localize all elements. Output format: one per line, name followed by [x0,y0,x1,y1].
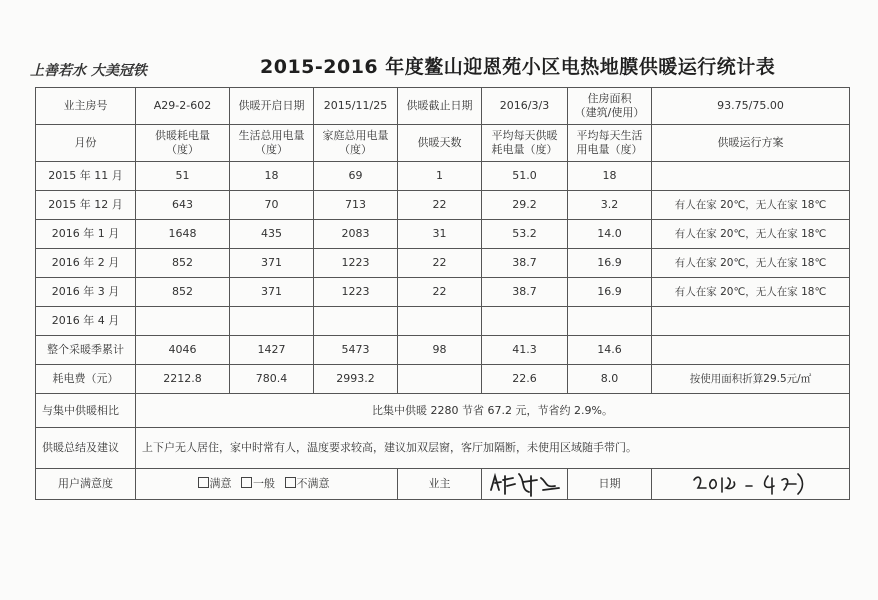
cell-heat: 51 [136,162,230,191]
cell-plan [652,336,850,365]
option-label: 不满意 [296,477,330,490]
table-row [36,162,850,191]
cell-days [398,307,482,336]
summary-text: 上下户无人居住，家中时常有人，温度要求较高，建议加双层窗，客厅加隔断，未使用区域随手带门。 [136,428,850,469]
satisfaction-row [36,469,850,500]
handwritten-date [652,469,850,500]
cell-month: 耗电费（元） [36,365,136,394]
cell-plan [652,307,850,336]
cell-month: 2016 年 3 月 [36,278,136,307]
cell-avg-life: 14.6 [568,336,652,365]
cell-days: 31 [398,220,482,249]
cell-heat: 852 [136,278,230,307]
cell-avg-life: 18 [568,162,652,191]
compare-label: 与集中供暖相比 [36,394,136,428]
cell-avg-heat [482,307,568,336]
cell-life: 70 [230,191,314,220]
end-date-label: 供暖截止日期 [398,88,482,125]
satisfaction-label: 用户满意度 [36,469,136,500]
column-header-row [36,125,850,162]
cell-avg-heat: 53.2 [482,220,568,249]
cell-heat: 2212.8 [136,365,230,394]
table-row [36,191,850,220]
cell-avg-life: 8.0 [568,365,652,394]
option-label: 满意 [209,477,232,490]
owner-value: A29-2-602 [136,88,230,125]
cell-avg-life: 16.9 [568,278,652,307]
column-header: 月份 [36,125,136,162]
owner-label: 业主房号 [36,88,136,125]
cell-days: 98 [398,336,482,365]
column-header: 家庭总用电量 （度） [314,125,398,162]
compare-row [36,394,850,428]
date-label: 日期 [568,469,652,500]
cell-month: 2015 年 11 月 [36,162,136,191]
checkbox-icon[interactable] [285,477,296,488]
motto: 上善若水 大美冠铁 [30,63,147,79]
column-header: 生活总用电量 （度） [230,125,314,162]
cell-plan [652,162,850,191]
cell-avg-life [568,307,652,336]
cell-days: 22 [398,278,482,307]
cell-total: 69 [314,162,398,191]
cell-life [230,307,314,336]
column-header: 平均每天生活 用电量（度） [568,125,652,162]
cell-heat: 852 [136,249,230,278]
column-header: 供暖天数 [398,125,482,162]
checkbox-icon[interactable] [198,477,209,488]
owner-signature-label: 业主 [398,469,482,500]
table-row [36,278,850,307]
handwritten-date-icon [686,470,816,498]
area-label: 住房面积 （建筑/使用） [568,88,652,125]
table-row [36,307,850,336]
cell-plan: 有人在家 20℃，无人在家 18℃ [652,220,850,249]
cell-month: 2016 年 4 月 [36,307,136,336]
cell-life: 435 [230,220,314,249]
cell-heat [136,307,230,336]
cell-heat: 4046 [136,336,230,365]
cell-avg-heat: 22.6 [482,365,568,394]
page-title: 2015-2016 年度鳌山迎恩苑小区电热地膜供暖运行统计表 [260,56,776,78]
cell-life: 371 [230,249,314,278]
checkbox-icon[interactable] [241,477,252,488]
cell-avg-heat: 41.3 [482,336,568,365]
cell-life: 371 [230,278,314,307]
cell-month: 2016 年 2 月 [36,249,136,278]
column-header: 供暖运行方案 [652,125,850,162]
area-value: 93.75/75.00 [652,88,850,125]
cell-avg-life: 14.0 [568,220,652,249]
cell-days: 22 [398,191,482,220]
owner-signature [482,469,568,500]
table-row [36,336,850,365]
handwritten-signature-icon [485,470,565,498]
cell-avg-life: 16.9 [568,249,652,278]
cell-life: 1427 [230,336,314,365]
option-label: 一般 [253,477,275,490]
table-row [36,365,850,394]
cell-heat: 643 [136,191,230,220]
compare-text: 比集中供暖 2280 节省 67.2 元，节省约 2.9%。 [136,394,850,428]
heating-statistics-table [35,87,850,500]
cell-days: 22 [398,249,482,278]
start-date-label: 供暖开启日期 [230,88,314,125]
cell-plan: 按使用面积折算29.5元/㎡ [652,365,850,394]
cell-avg-heat: 38.7 [482,278,568,307]
column-header: 供暖耗电量 （度） [136,125,230,162]
summary-label: 供暖总结及建议 [36,428,136,469]
cell-plan: 有人在家 20℃，无人在家 18℃ [652,278,850,307]
summary-row [36,428,850,469]
cell-life: 780.4 [230,365,314,394]
satisfaction-option-unsatisfied[interactable] [285,477,330,490]
cell-days [398,365,482,394]
cell-avg-heat: 51.0 [482,162,568,191]
cell-total: 2993.2 [314,365,398,394]
cell-avg-heat: 38.7 [482,249,568,278]
table-row [36,249,850,278]
cell-plan: 有人在家 20℃，无人在家 18℃ [652,249,850,278]
satisfaction-options [136,469,398,500]
cell-month: 2015 年 12 月 [36,191,136,220]
cell-avg-heat: 29.2 [482,191,568,220]
cell-avg-life: 3.2 [568,191,652,220]
start-date-value: 2015/11/25 [314,88,398,125]
column-header: 平均每天供暖 耗电量（度） [482,125,568,162]
cell-total: 1223 [314,278,398,307]
cell-days: 1 [398,162,482,191]
info-row [36,88,850,125]
end-date-value: 2016/3/3 [482,88,568,125]
satisfaction-option-satisfied[interactable] [198,477,232,490]
cell-life: 18 [230,162,314,191]
satisfaction-option-average[interactable] [241,477,275,490]
cell-heat: 1648 [136,220,230,249]
cell-total: 1223 [314,249,398,278]
cell-month: 整个采暖季累计 [36,336,136,365]
cell-plan: 有人在家 20℃，无人在家 18℃ [652,191,850,220]
cell-month: 2016 年 1 月 [36,220,136,249]
cell-total: 5473 [314,336,398,365]
cell-total: 2083 [314,220,398,249]
table-row [36,220,850,249]
cell-total [314,307,398,336]
cell-total: 713 [314,191,398,220]
